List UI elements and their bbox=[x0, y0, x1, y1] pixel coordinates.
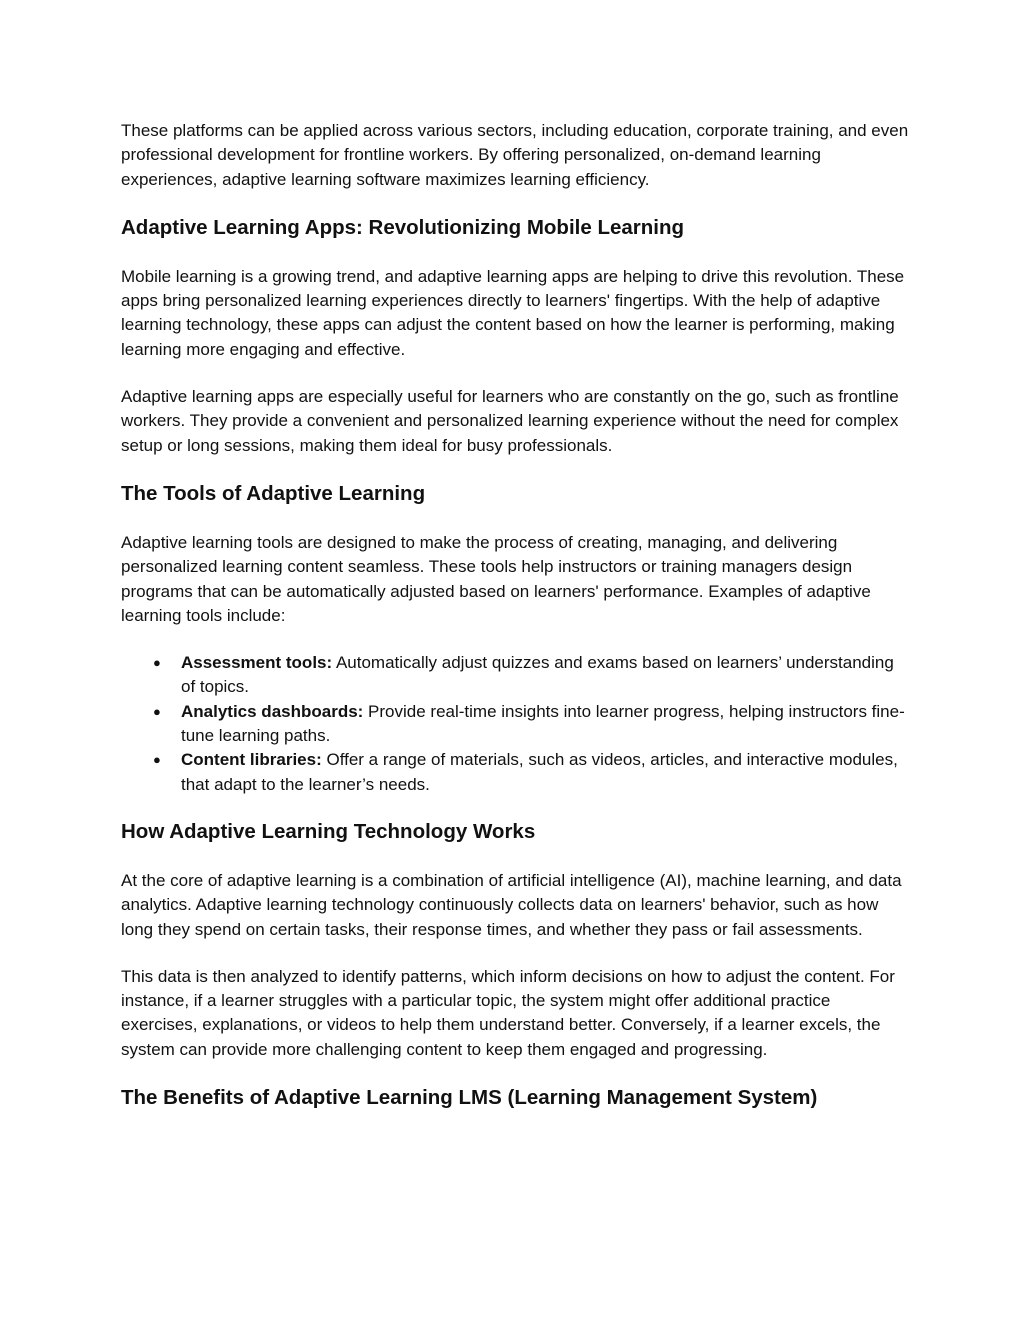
apps-paragraph-1: Mobile learning is a growing trend, and adaptive learning apps are helping to drive this revolution. These apps bring personalized learning experiences directly to learners' fingertips. With the help of adaptive learning technology, these apps can adjust the content based on how the learner is performing, making learning more engaging and effective. bbox=[121, 266, 905, 359]
bullet-text: Offer a range of materials, such as videos, articles, and interactive modules, that adapt to the learner’s needs. bbox=[181, 750, 898, 794]
heading-how-adaptive-learning-works: How Adaptive Learning Technology Works bbox=[121, 819, 536, 843]
bullet-icon: ● bbox=[153, 655, 161, 671]
how-paragraph-1: At the core of adaptive learning is a combination of artificial intelligence (AI), machine learning, and data analytics. Adaptive learning technology continuously collects data on learners' behavior, such as how long they spend on certain tasks, their response times, and whether they pass or fail assessments. bbox=[121, 870, 902, 939]
how-paragraph-2: This data is then analyzed to identify patterns, which inform decisions on how to adjust the content. For instance, if a learner struggles with a particular topic, the system might offer additional practice exercises, explanations, or videos to help them understand better. Conversely, if a learner excels, the system can provide more challenging content to keep them engaged and progressing. bbox=[121, 966, 895, 1059]
bullet-icon: ● bbox=[153, 703, 161, 719]
heading-benefits-of-adaptive-lms: The Benefits of Adaptive Learning LMS (Learning Management System) bbox=[121, 1086, 818, 1110]
list-item bbox=[153, 651, 911, 700]
heading-tools-of-adaptive-learning: The Tools of Adaptive Learning bbox=[121, 481, 426, 505]
bullet-text: Provide real-time insights into learner progress, helping instructors fine-tune learning paths. bbox=[181, 701, 905, 746]
list-item bbox=[153, 700, 911, 749]
bullet-icon: ● bbox=[153, 752, 161, 768]
heading-adaptive-learning-apps: Adaptive Learning Apps: Revolutionizing Mobile Learning bbox=[121, 215, 685, 239]
intro-paragraph: These platforms can be applied across various sectors, including education, corporate training, and even professional development for frontline workers. By offering personalized, on-demand learning experiences, adaptive learning software maximizes learning efficiency. bbox=[121, 121, 909, 189]
bullet-term: Assessment tools: bbox=[181, 653, 333, 673]
tools-paragraph: Adaptive learning tools are designed to make the process of creating, managing, and delivering personalized learning content seamless. These tools help instructors or training managers design programs that can be automatically adjusted based on learners' performance. Examples of adaptive learning tools include: bbox=[121, 532, 871, 625]
bullet-text: Automatically adjust quizzes and exams based on learners’ understanding of topics. bbox=[181, 653, 894, 697]
bullet-term: Content libraries: bbox=[181, 750, 322, 770]
apps-paragraph-2: Adaptive learning apps are especially useful for learners who are constantly on the go, such as frontline workers. They provide a convenient and personalized learning experience without the need for complex setup or long sessions, making them ideal for busy professionals. bbox=[121, 387, 899, 455]
document-page bbox=[121, 119, 911, 1111]
list-item bbox=[153, 748, 911, 797]
bullet-term: Analytics dashboards: bbox=[181, 701, 364, 721]
tools-bullet-list bbox=[121, 651, 911, 797]
